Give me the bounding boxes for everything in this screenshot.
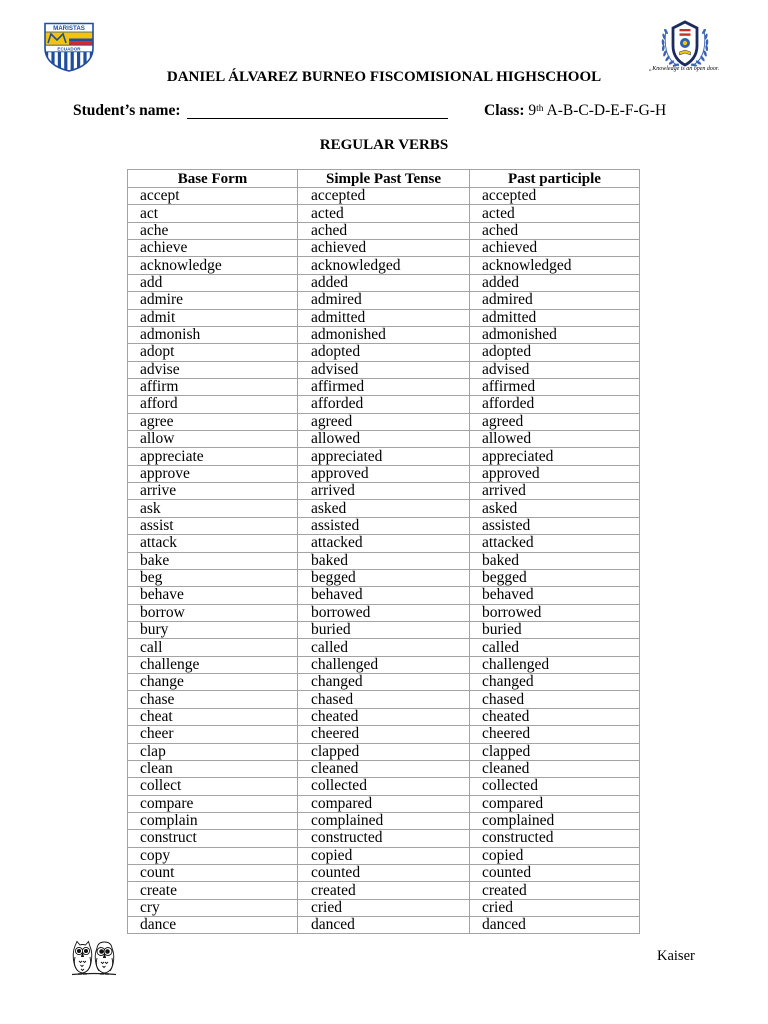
class-field: [484, 102, 666, 120]
base-form-cell: assist: [128, 518, 298, 535]
simple-past-cell: acted: [298, 205, 470, 222]
base-form-cell: add: [128, 275, 298, 292]
simple-past-cell: baked: [298, 553, 470, 570]
past-participle-cell: compared: [470, 796, 640, 813]
table-row: [128, 882, 640, 899]
table-row: [128, 622, 640, 639]
simple-past-cell: asked: [298, 500, 470, 517]
class-grade-suffix: th: [536, 104, 544, 114]
past-participle-cell: cried: [470, 900, 640, 917]
past-participle-cell: copied: [470, 848, 640, 865]
base-form-cell: bake: [128, 553, 298, 570]
table-row: [128, 240, 640, 257]
simple-past-cell: attacked: [298, 535, 470, 552]
simple-past-cell: called: [298, 639, 470, 656]
past-participle-cell: achieved: [470, 240, 640, 257]
past-participle-cell: ached: [470, 223, 640, 240]
past-participle-cell: borrowed: [470, 605, 640, 622]
logo-band-text: ECUADOR: [57, 46, 81, 52]
simple-past-cell: approved: [298, 466, 470, 483]
past-participle-cell: allowed: [470, 431, 640, 448]
table-row: [128, 379, 640, 396]
simple-past-cell: cleaned: [298, 761, 470, 778]
simple-past-cell: constructed: [298, 830, 470, 847]
column-header-base-form: Base Form: [128, 170, 298, 188]
class-sections: A-B-C-D-E-F-G-H: [546, 102, 667, 119]
base-form-cell: admonish: [128, 327, 298, 344]
simple-past-cell: borrowed: [298, 605, 470, 622]
base-form-cell: challenge: [128, 657, 298, 674]
logo-top-text: MARISTAS: [53, 25, 85, 32]
past-participle-cell: collected: [470, 778, 640, 795]
past-participle-cell: assisted: [470, 518, 640, 535]
table-row: [128, 605, 640, 622]
base-form-cell: borrow: [128, 605, 298, 622]
past-participle-cell: changed: [470, 674, 640, 691]
table-row: [128, 917, 640, 934]
table-row: [128, 223, 640, 240]
simple-past-cell: behaved: [298, 587, 470, 604]
past-participle-cell: arrived: [470, 483, 640, 500]
past-participle-cell: admired: [470, 292, 640, 309]
past-participle-cell: cheated: [470, 709, 640, 726]
simple-past-cell: complained: [298, 813, 470, 830]
simple-past-cell: afforded: [298, 396, 470, 413]
table-row: [128, 327, 640, 344]
base-form-cell: admire: [128, 292, 298, 309]
past-participle-cell: buried: [470, 622, 640, 639]
table-row: [128, 587, 640, 604]
simple-past-cell: compared: [298, 796, 470, 813]
table-row: [128, 257, 640, 274]
column-header-past-participle: Past participle: [470, 170, 640, 188]
base-form-cell: construct: [128, 830, 298, 847]
base-form-cell: advise: [128, 362, 298, 379]
base-form-cell: count: [128, 865, 298, 882]
simple-past-cell: cried: [298, 900, 470, 917]
table-row: [128, 500, 640, 517]
base-form-cell: complain: [128, 813, 298, 830]
class-label: Class:: [484, 102, 525, 119]
simple-past-cell: chased: [298, 691, 470, 708]
base-form-cell: cheer: [128, 726, 298, 743]
base-form-cell: achieve: [128, 240, 298, 257]
base-form-cell: adopt: [128, 344, 298, 361]
table-row: [128, 205, 640, 222]
base-form-cell: attack: [128, 535, 298, 552]
simple-past-cell: added: [298, 275, 470, 292]
table-row: [128, 657, 640, 674]
past-participle-cell: admonished: [470, 327, 640, 344]
past-participle-cell: adopted: [470, 344, 640, 361]
maristas-shield-logo: [42, 21, 96, 73]
base-form-cell: agree: [128, 414, 298, 431]
table-row: [128, 813, 640, 830]
past-participle-cell: clapped: [470, 744, 640, 761]
past-participle-cell: agreed: [470, 414, 640, 431]
table-row: [128, 639, 640, 656]
base-form-cell: approve: [128, 466, 298, 483]
table-row: [128, 761, 640, 778]
simple-past-cell: admitted: [298, 310, 470, 327]
table-row: [128, 466, 640, 483]
table-row: [128, 414, 640, 431]
past-participle-cell: cleaned: [470, 761, 640, 778]
author-name: Kaiser: [657, 948, 695, 964]
table-row: [128, 796, 640, 813]
table-row: [128, 483, 640, 500]
base-form-cell: appreciate: [128, 448, 298, 465]
base-form-cell: beg: [128, 570, 298, 587]
past-participle-cell: attacked: [470, 535, 640, 552]
simple-past-cell: counted: [298, 865, 470, 882]
base-form-cell: behave: [128, 587, 298, 604]
simple-past-cell: ached: [298, 223, 470, 240]
past-participle-cell: complained: [470, 813, 640, 830]
base-form-cell: act: [128, 205, 298, 222]
table-row: [128, 362, 640, 379]
base-form-cell: bury: [128, 622, 298, 639]
base-form-cell: change: [128, 674, 298, 691]
school-name-title: DANIEL ÁLVAREZ BURNEO FISCOMISIONAL HIGHSCHOOL: [166, 69, 602, 85]
past-participle-cell: counted: [470, 865, 640, 882]
simple-past-cell: cheered: [298, 726, 470, 743]
table-row: [128, 674, 640, 691]
table-row: [128, 292, 640, 309]
table-row: [128, 518, 640, 535]
past-participle-cell: challenged: [470, 657, 640, 674]
school-crest-logo: [653, 19, 717, 69]
simple-past-cell: changed: [298, 674, 470, 691]
base-form-cell: dance: [128, 917, 298, 934]
past-participle-cell: danced: [470, 917, 640, 934]
past-participle-cell: added: [470, 275, 640, 292]
past-participle-cell: affirmed: [470, 379, 640, 396]
simple-past-cell: collected: [298, 778, 470, 795]
table-row: [128, 344, 640, 361]
past-participle-cell: admitted: [470, 310, 640, 327]
simple-past-cell: buried: [298, 622, 470, 639]
past-participle-cell: approved: [470, 466, 640, 483]
base-form-cell: compare: [128, 796, 298, 813]
table-row: [128, 448, 640, 465]
base-form-cell: acknowledge: [128, 257, 298, 274]
table-row: [128, 535, 640, 552]
past-participle-cell: advised: [470, 362, 640, 379]
table-row: [128, 431, 640, 448]
past-participle-cell: begged: [470, 570, 640, 587]
base-form-cell: collect: [128, 778, 298, 795]
simple-past-cell: allowed: [298, 431, 470, 448]
student-name-label: Student’s name:: [73, 102, 181, 119]
simple-past-cell: challenged: [298, 657, 470, 674]
simple-past-cell: created: [298, 882, 470, 899]
simple-past-cell: assisted: [298, 518, 470, 535]
base-form-cell: affirm: [128, 379, 298, 396]
simple-past-cell: danced: [298, 917, 470, 934]
table-row: [128, 865, 640, 882]
past-participle-cell: acted: [470, 205, 640, 222]
base-form-cell: arrive: [128, 483, 298, 500]
table-row: [128, 275, 640, 292]
table-row: [128, 553, 640, 570]
table-row: [128, 744, 640, 761]
simple-past-cell: clapped: [298, 744, 470, 761]
column-header-simple-past: Simple Past Tense: [298, 170, 470, 188]
simple-past-cell: acknowledged: [298, 257, 470, 274]
class-grade: 9: [528, 102, 537, 119]
table-row: [128, 778, 640, 795]
base-form-cell: cheat: [128, 709, 298, 726]
base-form-cell: copy: [128, 848, 298, 865]
simple-past-cell: admired: [298, 292, 470, 309]
table-row: [128, 691, 640, 708]
past-participle-cell: chased: [470, 691, 640, 708]
past-participle-cell: called: [470, 639, 640, 656]
simple-past-cell: advised: [298, 362, 470, 379]
simple-past-cell: arrived: [298, 483, 470, 500]
section-title: REGULAR VERBS: [319, 137, 449, 153]
table-row: [128, 848, 640, 865]
base-form-cell: ask: [128, 500, 298, 517]
simple-past-cell: achieved: [298, 240, 470, 257]
crest-motto: „Knowledge is an open door.: [648, 66, 720, 72]
base-form-cell: chase: [128, 691, 298, 708]
simple-past-cell: begged: [298, 570, 470, 587]
table-row: [128, 709, 640, 726]
simple-past-cell: cheated: [298, 709, 470, 726]
past-participle-cell: appreciated: [470, 448, 640, 465]
table-row: [128, 900, 640, 917]
past-participle-cell: afforded: [470, 396, 640, 413]
past-participle-cell: behaved: [470, 587, 640, 604]
simple-past-cell: agreed: [298, 414, 470, 431]
simple-past-cell: appreciated: [298, 448, 470, 465]
past-participle-cell: created: [470, 882, 640, 899]
base-form-cell: admit: [128, 310, 298, 327]
past-participle-cell: acknowledged: [470, 257, 640, 274]
table-body: [128, 188, 640, 934]
base-form-cell: create: [128, 882, 298, 899]
table-header-row: [128, 170, 640, 188]
past-participle-cell: accepted: [470, 188, 640, 205]
table-row: [128, 310, 640, 327]
base-form-cell: afford: [128, 396, 298, 413]
simple-past-cell: admonished: [298, 327, 470, 344]
table-row: [128, 830, 640, 847]
table-row: [128, 396, 640, 413]
base-form-cell: ache: [128, 223, 298, 240]
student-name-blank-line: [187, 118, 448, 119]
base-form-cell: allow: [128, 431, 298, 448]
past-participle-cell: constructed: [470, 830, 640, 847]
simple-past-cell: copied: [298, 848, 470, 865]
simple-past-cell: adopted: [298, 344, 470, 361]
simple-past-cell: affirmed: [298, 379, 470, 396]
table-row: [128, 570, 640, 587]
base-form-cell: clap: [128, 744, 298, 761]
base-form-cell: call: [128, 639, 298, 656]
past-participle-cell: asked: [470, 500, 640, 517]
base-form-cell: cry: [128, 900, 298, 917]
past-participle-cell: baked: [470, 553, 640, 570]
table-row: [128, 188, 640, 205]
simple-past-cell: accepted: [298, 188, 470, 205]
regular-verbs-table: [127, 169, 640, 934]
base-form-cell: clean: [128, 761, 298, 778]
past-participle-cell: cheered: [470, 726, 640, 743]
table-row: [128, 726, 640, 743]
base-form-cell: accept: [128, 188, 298, 205]
owls-icon: [71, 939, 117, 977]
